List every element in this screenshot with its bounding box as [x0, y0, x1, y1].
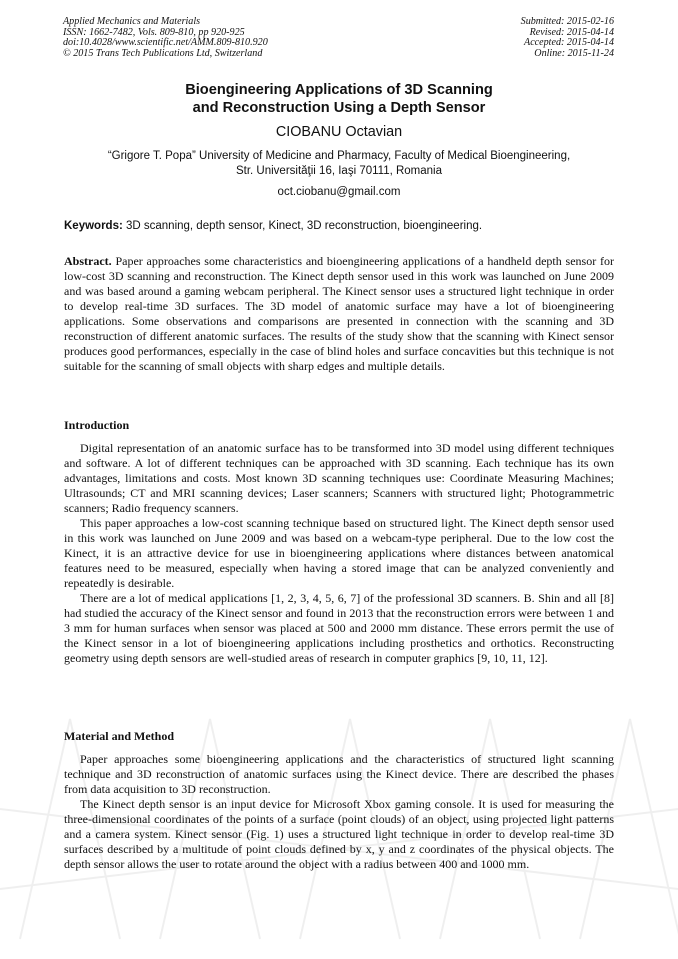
- intro-paragraph: There are a lot of medical applications [1, 2, 3, 4, 5, 6, 7] of the professional 3D scanners. B. Shin and all [8] had studied the accuracy of the Kinect sensor and found in 2013 that the reconstruction errors were between 1 and 3 mm for human surfaces when sensor was placed at 500 and 2000 mm distance. These errors permit the use of the Kinect sensor in a lot of bioengineering applications including prosthetics and orthotics. Reconstructing geometry using depth sensors are well-studied areas of research in computer graphics [9, 10, 11, 12].: [64, 591, 614, 665]
- journal-info: [63, 17, 268, 59]
- abstract-text: Paper approaches some characteristics and bioengineering applications of a handheld depth sensor for low-cost 3D scanning and reconstruction. The Kinect depth sensor used in this work was launched on June 2009 and was based around a gaming webcam peripheral. The Kinect sensor uses a structured light technique in order to develop real-time 3D surfaces. The 3D model of anatomic surface may have a lot of bioengineering applications. Some observations and comparisons are presented in connection with the scanning and 3D reconstruction of different anatomic surfaces. The results of the study show that the scanning with Kinect sensor produces good performances, especially in the case of blind holes and surface concavities but this technique is not suitable for the scanning of small objects with sharp edges and multiple details.: [64, 254, 614, 373]
- keywords: [64, 219, 624, 234]
- author-name: CIOBANU Octavian: [275, 124, 403, 140]
- method-heading: Material and Method: [64, 729, 174, 743]
- abstract-label: Abstract.: [64, 254, 112, 268]
- journal-copyright: © 2015 Trans Tech Publications Ltd, Switzerland: [63, 47, 263, 59]
- abstract: [64, 254, 614, 374]
- journal-name: Applied Mechanics and Materials: [63, 16, 201, 27]
- introduction-section: [64, 441, 614, 666]
- date-revised: Revised: 2015-04-14: [529, 26, 614, 38]
- affiliation-line-2: Str. Universităţii 16, Iaşi 70111, Romania: [235, 165, 443, 177]
- journal-doi: doi:10.4028/www.scientific.net/AMM.809-810.920: [63, 37, 268, 49]
- affiliation-line-1: “Grigore T. Popa” University of Medicine and Pharmacy, Faculty of Medical Bioengineering,: [107, 150, 571, 162]
- paper-title: [0, 81, 678, 117]
- title-line-2: and Reconstruction Using a Depth Sensor: [192, 100, 486, 116]
- title-line-1: Bioengineering Applications of 3D Scanning: [185, 82, 493, 98]
- date-accepted: Accepted: 2015-04-14: [524, 37, 614, 49]
- method-paragraph: The Kinect depth sensor is an input device for Microsoft Xbox gaming console. It is used for measuring the three-dimensional coordinates of the points of a surface (point clouds) of an object, using projected light patterns and a camera system. Kinect sensor (Fig. 1) uses a structured light technique in order to develop real-time 3D surfaces described by a multitude of point clouds defined by x, y and z coordinates of the physical objects. The depth sensor allows the user to rotate around the object with a radius between 400 and 1000 mm.: [64, 797, 614, 871]
- journal-issn: ISSN: 1662-7482, Vols. 809-810, pp 920-925: [63, 26, 245, 38]
- intro-paragraph: Digital representation of an anatomic surface has to be transformed into 3D model using different techniques and software. A lot of different techniques can be approached with 3D scanning. Each technique has its own advantages, limitations and costs. Most known 3D scanning techniques use: Coordinate Measuring Machines; Ultrasounds; CT and MRI scanning devices; Laser scanners; Scanners with structured light; Photogrammetric scanners; Radio frequency scanners.: [64, 441, 614, 515]
- date-submitted: Submitted: 2015-02-16: [520, 16, 614, 27]
- method-section: [64, 752, 614, 872]
- keywords-text: 3D scanning, depth sensor, Kinect, 3D reconstruction, bioengineering.: [122, 220, 483, 232]
- keywords-label: Keywords:: [64, 220, 123, 232]
- method-paragraph: Paper approaches some bioengineering applications and the characteristics of structured light scanning technique and 3D reconstruction of anatomic surfaces using the Kinect device. There are described the phases from data acquisition to 3D reconstruction.: [64, 752, 614, 796]
- author-email: oct.ciobanu@gmail.com: [277, 186, 401, 198]
- submission-dates: [521, 17, 614, 59]
- author-affiliation: [0, 149, 678, 179]
- introduction-heading: Introduction: [64, 418, 130, 432]
- intro-paragraph: This paper approaches a low-cost scanning technique based on structured light. The Kinect depth sensor used in this work was launched on June 2009 and was based on a webcam-type peripheral. Due to the low cost the Kinect, it is an attractive device for use in bioengineering applications where distances between anatomical features need to be measured, especially when having a stored image that can be analyzed conveniently and repeatedly is desirable.: [64, 516, 614, 590]
- date-online: Online: 2015-11-24: [534, 47, 614, 59]
